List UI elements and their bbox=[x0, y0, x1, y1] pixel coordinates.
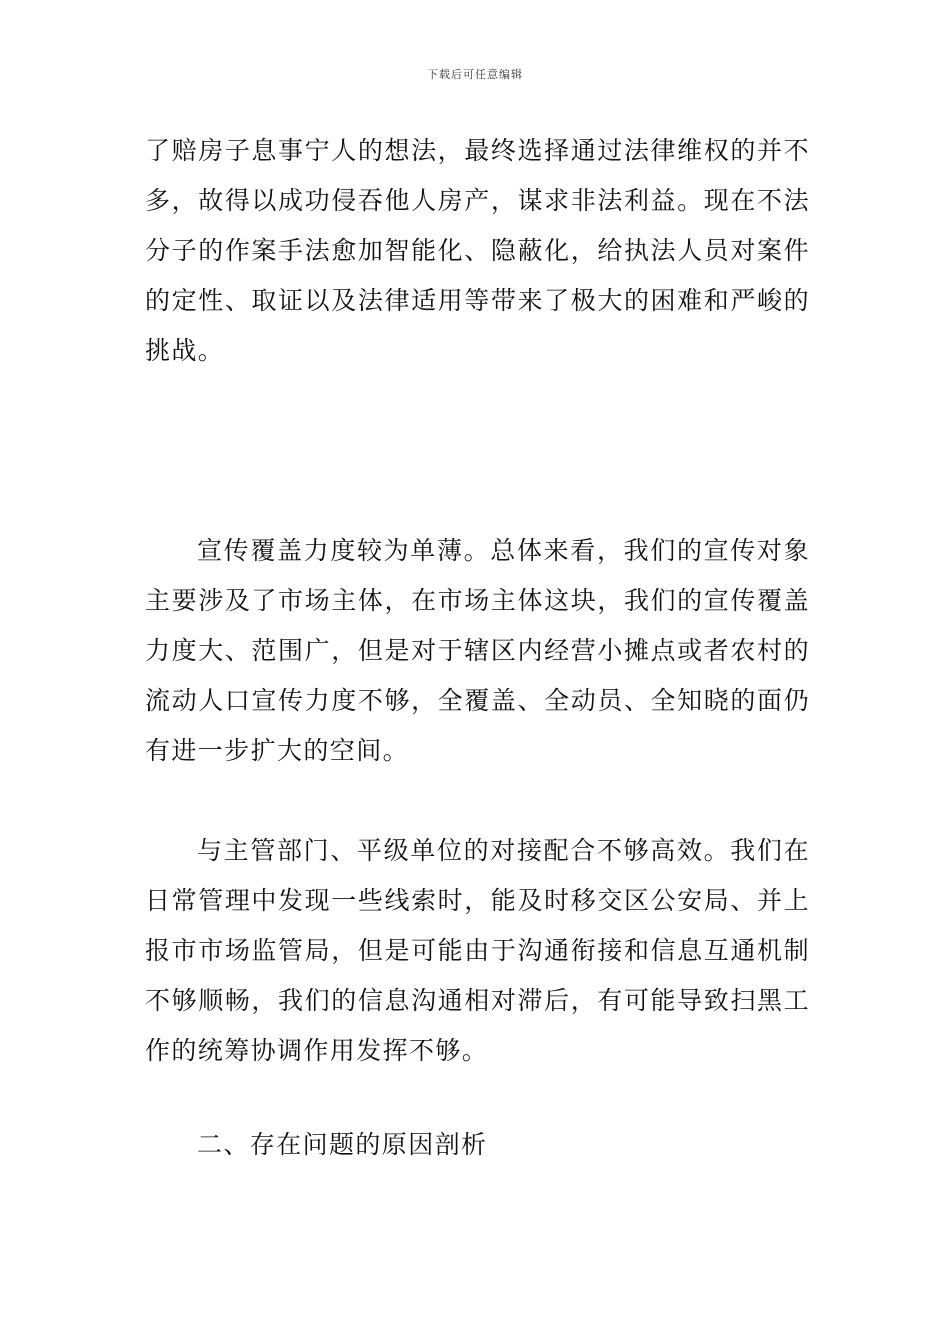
body-paragraph-coordination: 与主管部门、平级单位的对接配合不够高效。我们在日常管理中发现一些线索时，能及时移交区公安局、并上报市市场监管局，但是可能由于沟通衔接和信息互通机制不够顺畅，我们的信息沟通相对滞后，有可能导致扫黑工作的统筹协调作用发挥不够。 bbox=[145, 836, 810, 1065]
section-heading: 二、存在问题的原因剖析 bbox=[197, 1130, 488, 1159]
body-paragraph-publicity: 宣传覆盖力度较为单薄。总体来看，我们的宣传对象主要涉及了市场主体，在市场主体这块，我们的宣传覆盖力度大、范围广，但是对于辖区内经营小摊点或者农村的流动人口宣传力度不够，全覆盖、全动员、全知晓的面仍有进一步扩大的空间。 bbox=[145, 536, 810, 765]
body-paragraph-continued: 了赔房子息事宁人的想法，最终选择通过法律维权的并不多，故得以成功侵吞他人房产，谋求非法利益。现在不法分子的作案手法愈加智能化、隐蔽化，给执法人员对案件的定性、取证以及法律适用等带来了极大的困难和严峻的挑战。 bbox=[145, 136, 810, 365]
header-note: 下载后可任意编辑 bbox=[427, 68, 523, 81]
